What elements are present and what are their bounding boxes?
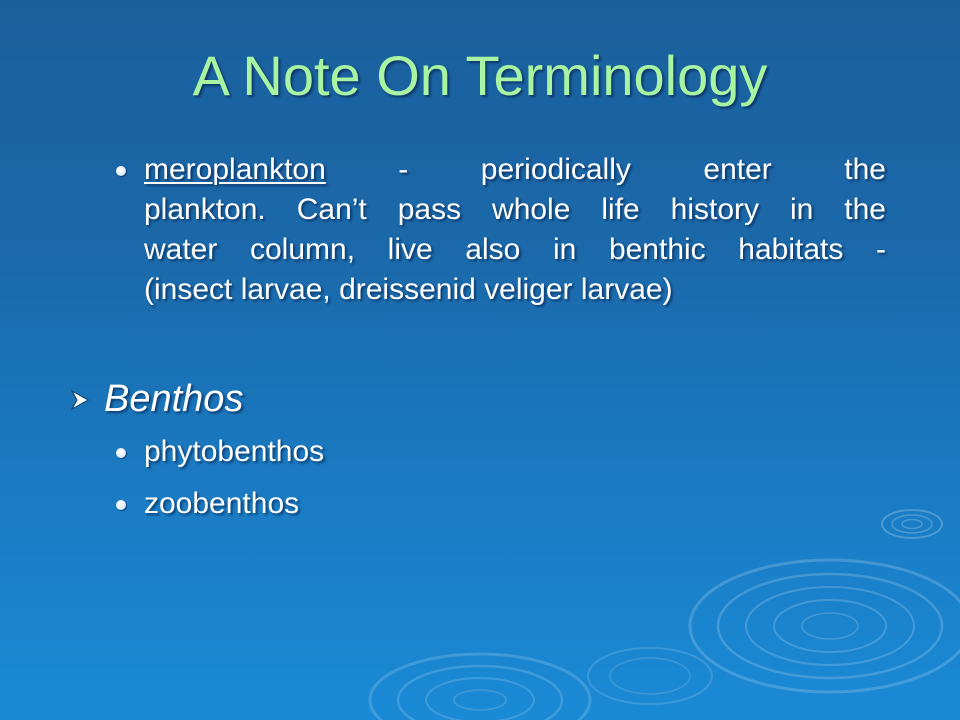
definition-text: - periodically enter the	[325, 153, 886, 186]
section-heading: Benthos	[104, 378, 244, 420]
ripple-large-right	[690, 560, 960, 692]
definition-line: plankton. Can’t pass whole life history in the	[144, 193, 886, 226]
ripple-small-top-right	[882, 510, 942, 538]
definition-line	[144, 150, 886, 190]
round-dot-icon	[116, 166, 126, 176]
list-item: zoobenthos	[144, 487, 300, 520]
round-dot-icon	[116, 500, 126, 510]
list-item: phytobenthos	[144, 435, 325, 468]
round-dot-icon	[116, 448, 126, 458]
definition-line: water column, live also in benthic habitats -	[144, 233, 886, 266]
definition-term: meroplankton	[144, 153, 326, 186]
definition-paragraph	[144, 150, 886, 310]
definition-line: (insect larvae, dreissenid veliger larvae)	[144, 273, 673, 306]
ripple-bottom-mid-right	[588, 648, 712, 704]
arrowhead-bullet-icon	[68, 388, 92, 412]
ripple-bottom-center	[370, 654, 590, 720]
slide-title: A Note On Terminology	[192, 44, 768, 107]
